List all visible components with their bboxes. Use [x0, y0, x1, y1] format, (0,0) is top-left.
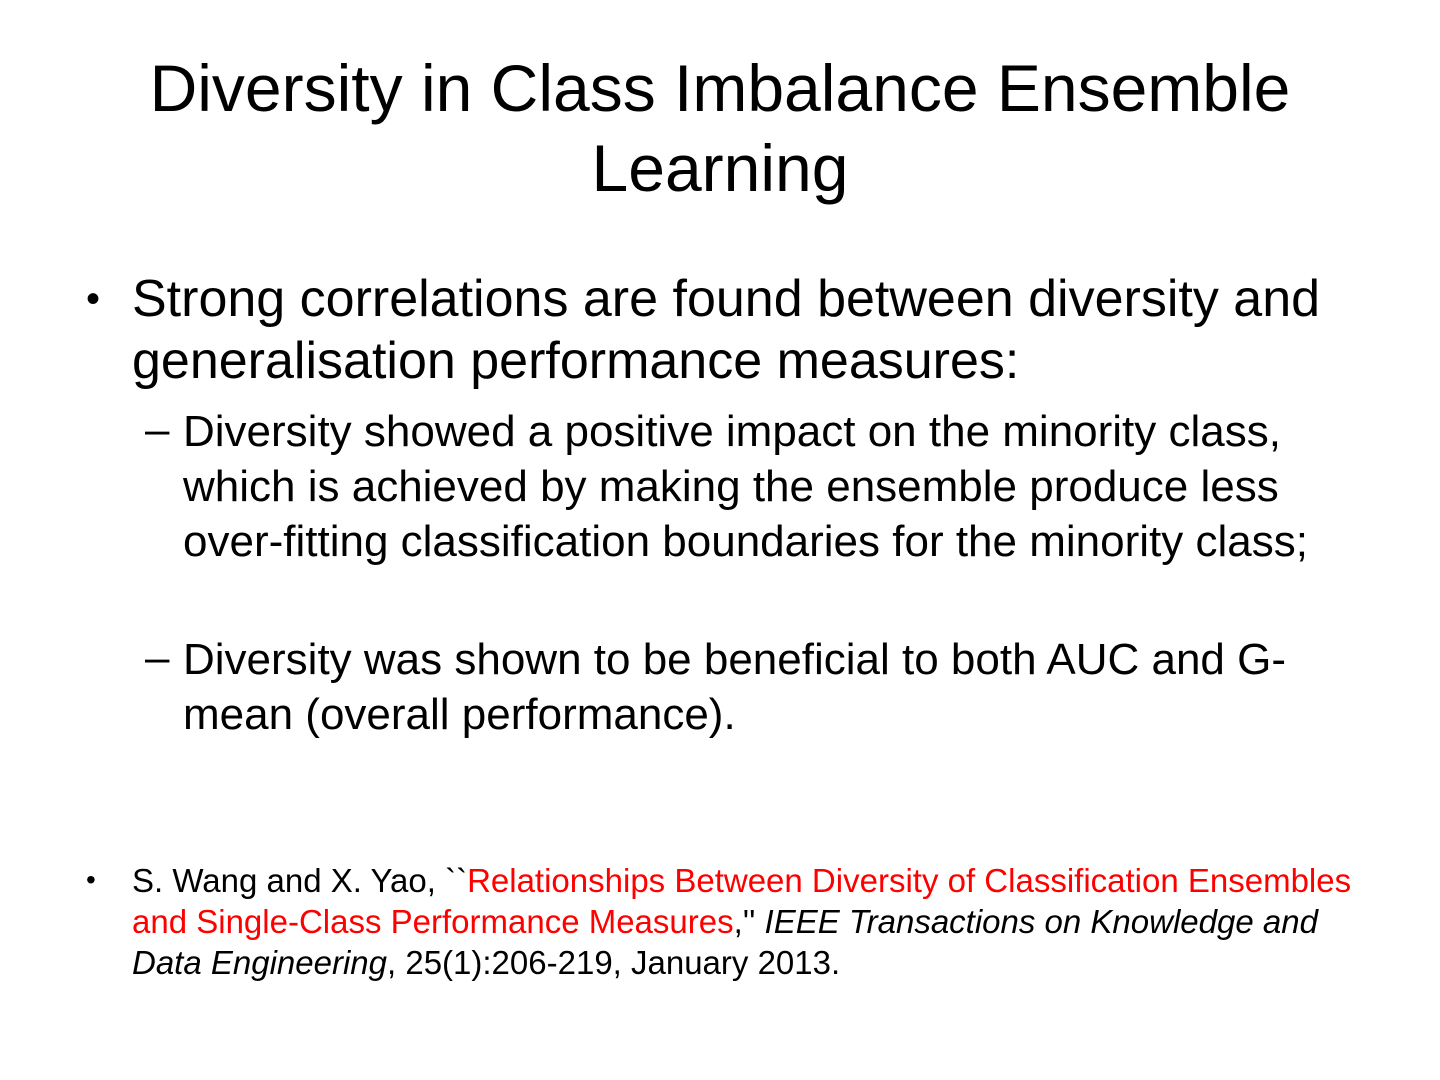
reference-paper-title[interactable]: Relationships Between Diversity of Classification Ensembles and Single-Class Performance Measures: [132, 862, 1352, 940]
reference-quote-close: ,'': [733, 903, 765, 940]
slide-title: Diversity in Class Imbalance Ensemble Learning: [149, 51, 1291, 205]
reference-journal: IEEE Transactions on Knowledge and Data Engineering: [132, 903, 1318, 981]
dash-icon: –: [145, 633, 170, 682]
bullet-dot-icon: •: [86, 277, 101, 321]
reference-details: , 25(1):206-219, January 2013.: [387, 944, 841, 981]
reference-citation: [132, 860, 1357, 983]
dash-icon: –: [145, 405, 170, 454]
bullet-dot-icon: •: [86, 864, 96, 895]
reference-authors: S. Wang and X. Yao, ``: [132, 862, 468, 899]
sub-bullet-text: Diversity showed a positive impact on the minority class, which is achieved by making the ensemble produce less over-fitting classification boundaries for the minority class;: [183, 407, 1308, 566]
sub-bullet-text: Diversity was shown to be beneficial to both AUC and G-mean (overall performance).: [183, 635, 1286, 739]
main-bullet-text: Strong correlations are found between diversity and generalisation performance measures:: [132, 270, 1321, 390]
